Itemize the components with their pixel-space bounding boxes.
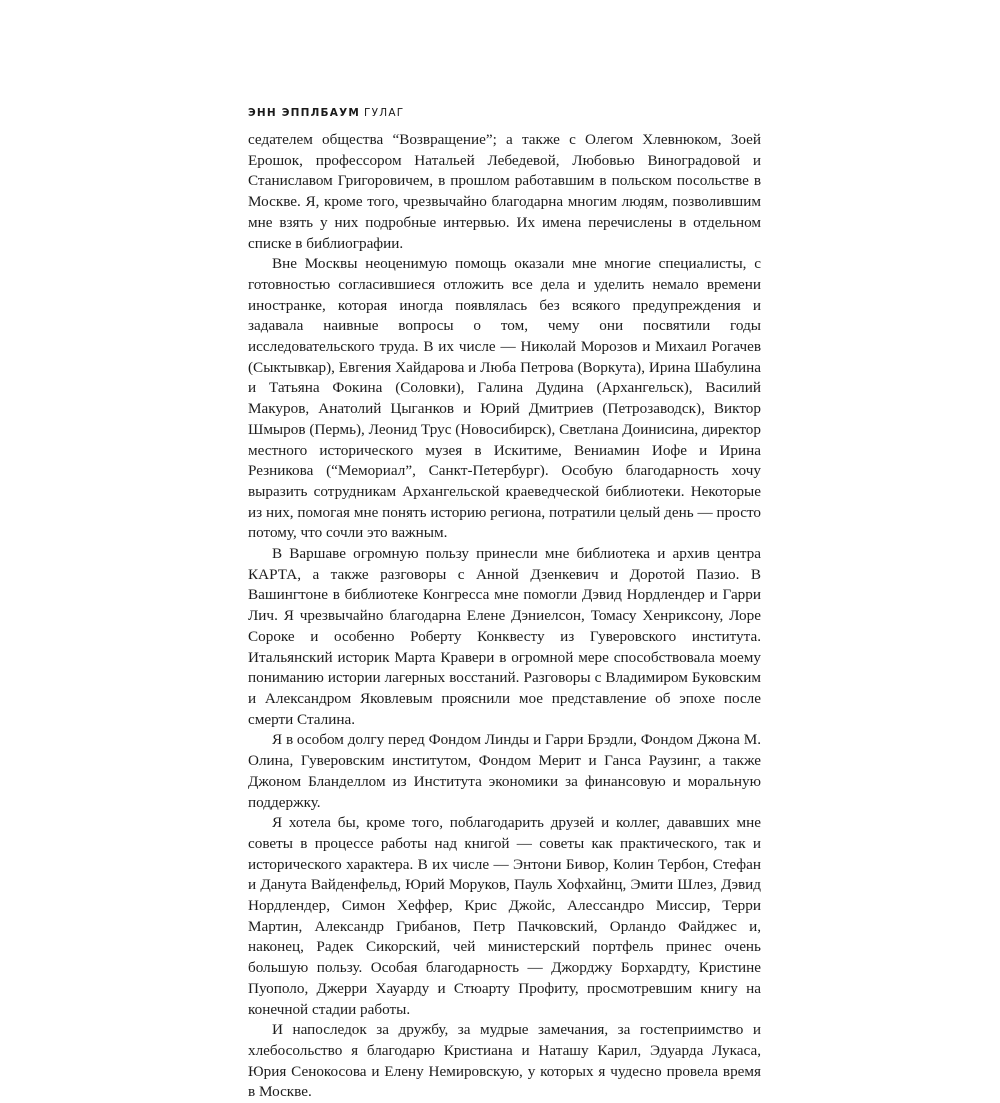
running-head-title: ГУЛАГ bbox=[364, 107, 405, 119]
running-head bbox=[248, 107, 404, 119]
running-head-author: ЭНН ЭППЛБАУМ bbox=[248, 107, 361, 119]
paragraph-3: В Варшаве огромную пользу принесли мне библиотека и архив центра КАРТА, а также разговоры с Анной Дзенкевич и Доротой Пазио. В Вашингтоне в библиотеке Конгресса мне помогли Дэвид Нордлендер и Гарри Лич. Я чрезвычайно благодарна Елене Дэниелсон, Томасу Хенриксону, Лоре Сороке и особенно Роберту Конквесту из Гуверовского института. Итальянский историк Марта Кравери в огромной мере способствовала моему пониманию истории лагерных восстаний. Разговоры с Владимиром Буковским и Александром Яковлевым прояснили мое представление об эпохе после смерти Сталина. bbox=[248, 545, 761, 728]
paragraph-4: Я в особом долгу перед Фондом Линды и Гарри Брэдли, Фондом Джона М. Олина, Гуверовским институтом, Фондом Мерит и Ганса Раузинг, а также Джоном Бланделлом из Института экономики за финансовую и моральную поддержку. bbox=[248, 731, 761, 811]
paragraph-1: седателем общества “Возвращение”; а также с Олегом Хлевнюком, Зоей Ерошок, профессором Натальей Лебедевой, Любовью Виноградовой и Станиславом Григоровичем, в прошлом работавшим в польском посольстве в Москве. Я, кроме того, чрезвычайно благодарна многим людям, позволившим мне взять у них подробные интервью. Их имена перечислены в отдельном списке в библиографии. bbox=[248, 131, 761, 252]
paragraph-6: И напоследок за дружбу, за мудрые замечания, за гостеприимство и хлебосольство я благодарю Кристиана и Наташу Карил, Эдуарда Лукаса, Юрия Сенокосова и Елену Немировскую, у которых я чудесно провела время в Москве. bbox=[248, 1021, 761, 1101]
paragraph-5: Я хотела бы, кроме того, поблагодарить друзей и коллег, дававших мне советы в процессе работы над книгой — советы как практического, так и исторического характера. В их числе — Энтони Бивор, Колин Тербон, Стефан и Данута Вайденфельд, Юрий Моруков, Пауль Хофхайнц, Эмити Шлез, Дэвид Нордлендер, Симон Хеффер, Крис Джойс, Алессандро Миссир, Терри Мартин, Александр Грибанов, Петр Пачковский, Орландо Файджес и, наконец, Радек Сикорский, чей министерский портфель принес очень большую пользу. Особая благодарность — Джорджу Борхардту, Кристине Пуополо, Джерри Хауарду и Стюарту Профиту, просмотревшим книгу на конечной стадии работы. bbox=[248, 814, 761, 1018]
body-text bbox=[248, 130, 761, 1103]
paragraph-2: Вне Москвы неоценимую помощь оказали мне многие специалисты, с готовностью согласившиеся отложить все дела и уделить немало времени иностранке, которая иногда появлялась без всякого предупреждения и задавала наивные вопросы о том, чему они посвятили годы исследовательского труда. В их числе — Николай Морозов и Михаил Рогачев (Сыктывкар), Евгения Хайдарова и Люба Петрова (Воркута), Ирина Шабулина и Татьяна Фокина (Соловки), Галина Дудина (Архангельск), Василий Макуров, Анатолий Цыганков и Юрий Дмитриев (Петрозаводск), Виктор Шмыров (Пермь), Леонид Трус (Новосибирск), Светлана Доинисина, директор местного исторического музея в Искитиме, Вениамин Иофе и Ирина Резникова (“Мемориал”, Санкт-Петербург). Особую благодарность хочу выразить сотрудникам Архангельской краеведческой библиотеки. Некоторые из них, помогая мне понять историю региона, потратили целый день — просто потому, что сочли это важным. bbox=[248, 255, 761, 542]
